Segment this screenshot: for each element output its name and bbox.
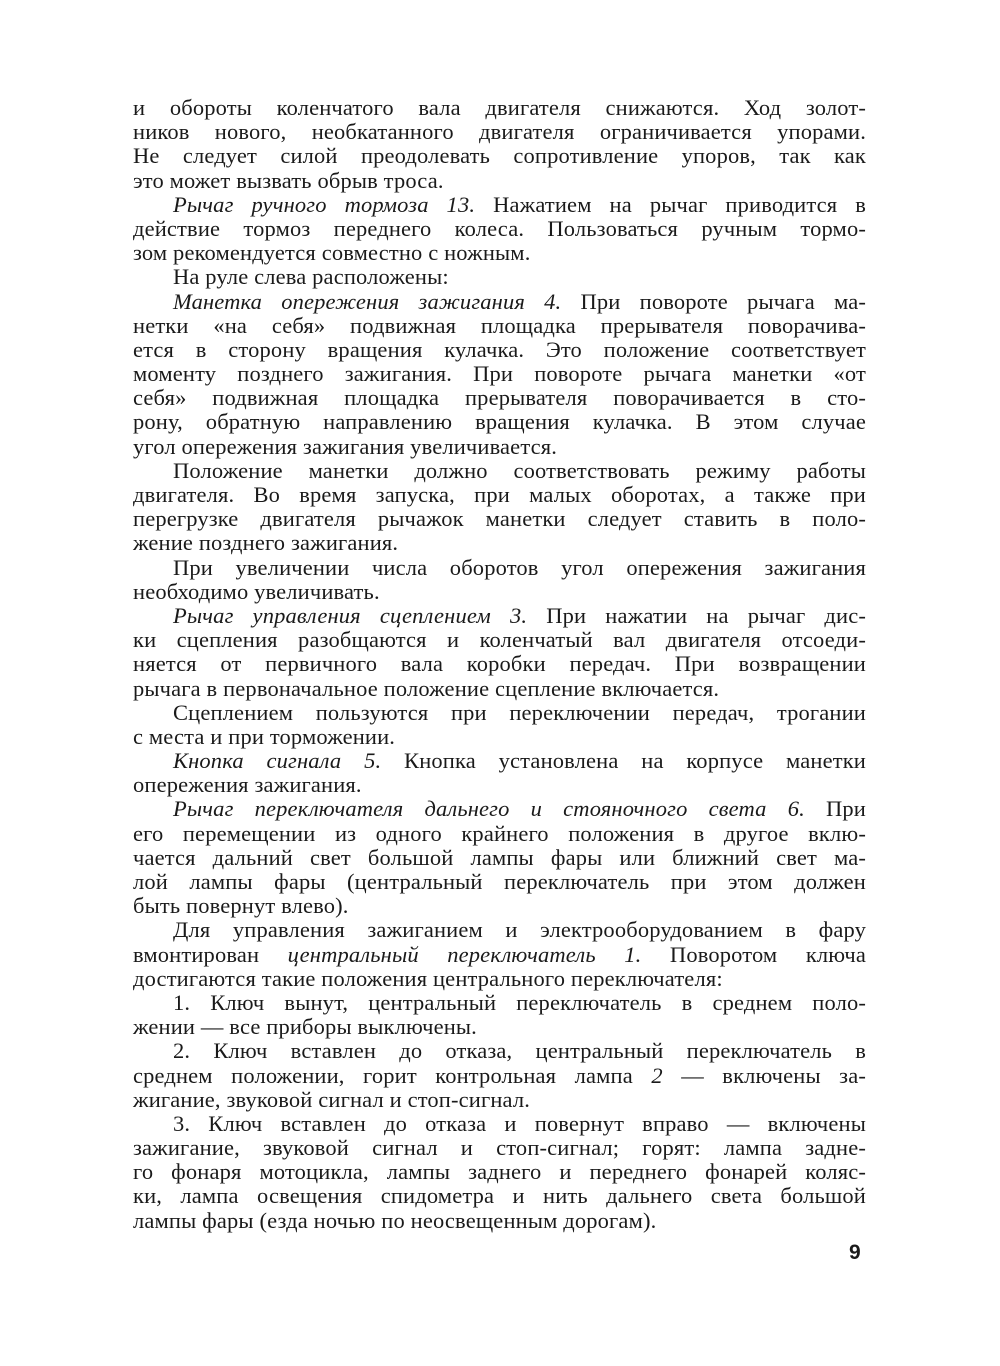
text-line: Сцеплением пользуются при переключении передач, трогании bbox=[173, 699, 866, 725]
text-span: вмонтирован bbox=[133, 941, 288, 967]
text-line: чается дальний свет большой лампы фары или ближний свет ма- bbox=[133, 844, 866, 870]
text-line: моменту позднего зажигания. При повороте рычага манетки «от bbox=[133, 361, 866, 387]
text-line: На руле слева расположены: bbox=[173, 264, 449, 290]
text-line bbox=[133, 604, 866, 628]
text-line: действие тормоз переднего колеса. Пользоваться ручным тормо- bbox=[133, 215, 866, 241]
text-line: зажигание, звуковой сигнал и стоп-сигнал; горят: лампа задне- bbox=[133, 1135, 866, 1161]
text-line: с места и при торможении. bbox=[133, 723, 396, 749]
text-line bbox=[133, 749, 866, 773]
text-line bbox=[133, 290, 866, 314]
text-line: 2. Ключ вставлен до отказа, центральный переключатель в bbox=[173, 1038, 866, 1064]
text-line: зом рекомендуется совместно с ножным. bbox=[133, 240, 531, 266]
text-line: необходимо увеличивать. bbox=[133, 578, 380, 604]
lamp-number: 2 bbox=[651, 1062, 663, 1088]
text-span: Нажатием на рычаг приводится в bbox=[475, 191, 867, 217]
text-line: рону, обратную направлению вращения кулачка. В этом случае bbox=[133, 409, 866, 435]
term-hand-brake-lever: Рычаг ручного тормоза 13. bbox=[173, 191, 476, 217]
text-line: ется в сторону вращения кулачка. Это положение соответствует bbox=[133, 336, 866, 362]
term-light-switch-lever: Рычаг переключателя дальнего и стояночного света 6. bbox=[173, 796, 805, 822]
text-span: При bbox=[804, 796, 866, 822]
text-line: Не следует силой преодолевать сопротивление упоров, так как bbox=[133, 143, 866, 169]
text-line bbox=[133, 943, 866, 967]
text-line: перегрузке двигателя рычажок манетки следует ставить в поло- bbox=[133, 506, 866, 532]
term-ignition-advance-lever: Манетка опережения зажигания 4. bbox=[173, 288, 562, 314]
text-line: лампы фары (езда ночью по неосвещенным дорогам). bbox=[133, 1207, 657, 1233]
text-line: жении — все приборы выключены. bbox=[133, 1014, 477, 1040]
text-line: и обороты коленчатого вала двигателя снижаются. Ход золот- bbox=[133, 95, 866, 120]
term-central-switch: центральный переключатель 1. bbox=[287, 941, 642, 967]
page-number: 9 bbox=[849, 1241, 861, 1264]
text-line: рычага в первоначальное положение сцепление включается. bbox=[133, 675, 720, 701]
text-span: среднем положении, горит контрольная лампа bbox=[133, 1062, 652, 1088]
text-line: это может вызвать обрыв троса. bbox=[133, 167, 444, 193]
text-span: Кнопка установлена на корпусе манетки bbox=[381, 748, 866, 774]
text-line: нетки «на себя» подвижная площадка прерывателя поворачива- bbox=[133, 312, 866, 338]
text-line: себя» подвижная площадка прерывателя поворачивается в сто- bbox=[133, 385, 866, 411]
term-horn-button: Кнопка сигнала 5. bbox=[173, 748, 382, 774]
text-line: ки сцепления разобщаются и коленчатый вал двигателя отсоеди- bbox=[133, 627, 866, 653]
text-line bbox=[133, 193, 866, 217]
text-line bbox=[133, 797, 866, 821]
text-span: Поворотом ключа bbox=[641, 941, 866, 967]
text-line: достигаются такие положения центрального переключателя: bbox=[133, 965, 723, 991]
term-clutch-lever: Рычаг управления сцеплением 3. bbox=[173, 602, 528, 628]
text-line: быть повернут влево). bbox=[133, 893, 349, 919]
text-line: Положение манетки должно соответствовать режиму работы bbox=[173, 457, 866, 483]
page-body bbox=[133, 96, 866, 1233]
text-line: Для управления зажиганием и электрооборудованием в фару bbox=[173, 917, 866, 943]
text-line: няется от первичного вала коробки передач. При возвращении bbox=[133, 651, 866, 677]
text-line: 1. Ключ вынут, центральный переключатель в среднем поло- bbox=[173, 989, 866, 1015]
text-line: ки, лампа освещения спидометра и нить дальнего света большой bbox=[133, 1183, 866, 1209]
text-line: его перемещении из одного крайнего положения в другое вклю- bbox=[133, 820, 866, 846]
text-line: жение позднего зажигания. bbox=[133, 530, 399, 556]
text-span: При нажатии на рычаг дис- bbox=[527, 602, 866, 628]
text-line: лой лампы фары (центральный переключатель при этом должен bbox=[133, 869, 866, 894]
text-span: — включены за- bbox=[662, 1062, 866, 1088]
text-line: 3. Ключ вставлен до отказа и повернут вправо — включены bbox=[173, 1110, 866, 1136]
text-line: го фонаря мотоцикла, лампы заднего и переднего фонарей коляс- bbox=[133, 1159, 866, 1185]
text-line: жигание, звуковой сигнал и стоп-сигнал. bbox=[133, 1086, 531, 1112]
text-line: угол опережения зажигания увеличивается. bbox=[133, 433, 557, 459]
text-span: При повороте рычага ма- bbox=[561, 288, 867, 314]
text-line: двигателя. Во время запуска, при малых оборотах, а также при bbox=[133, 482, 866, 507]
text-line: опережения зажигания. bbox=[133, 772, 362, 798]
text-line bbox=[133, 1064, 866, 1088]
text-line: ников нового, необкатанного двигателя ограничивается упорами. bbox=[133, 119, 866, 145]
text-line: При увеличении числа оборотов угол опережения зажигания bbox=[173, 554, 866, 580]
